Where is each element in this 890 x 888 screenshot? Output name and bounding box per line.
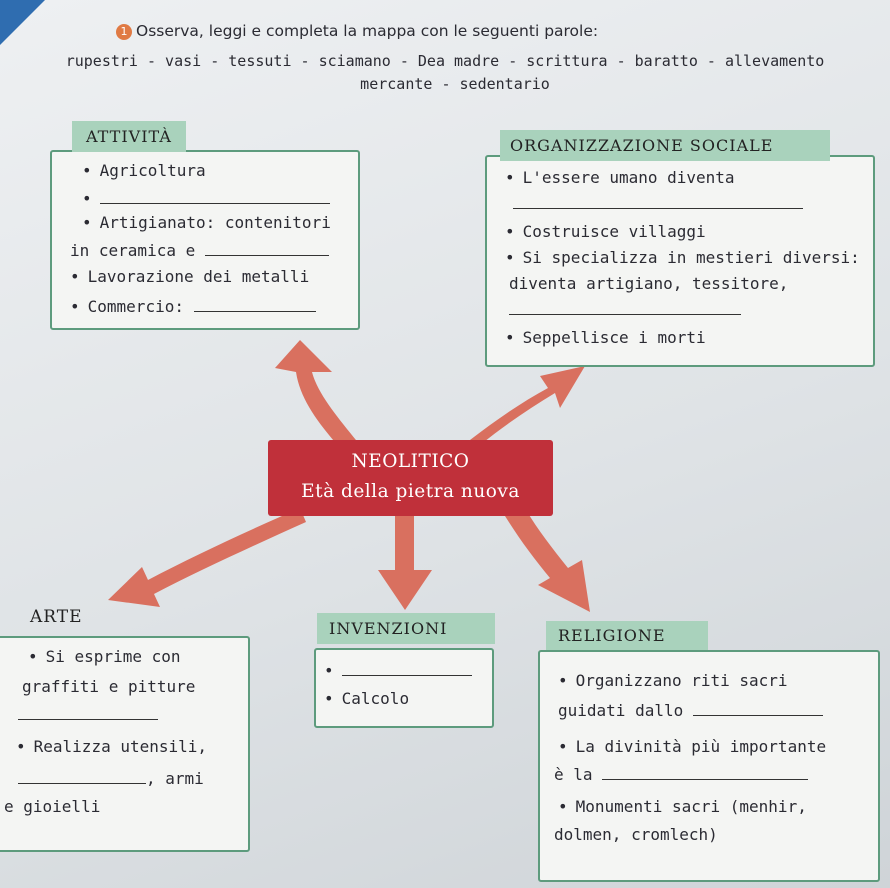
organizzazione-line-7: • Seppellisce i morti [505,325,706,351]
organizzazione-line-2 [513,191,803,217]
organizzazione-line-1: • L'essere umano diventa [505,165,735,191]
organizzazione-line-5: diventa artigiano, tessitore, [509,274,789,293]
blank-field[interactable] [602,779,808,780]
arte-title: ARTE [30,607,83,627]
attivita-box [50,150,360,330]
arte-line-6: e gioielli [4,797,101,816]
center-subtitle: Età della pietra nuova [301,480,520,502]
religione-line-5: • Monumenti sacri (menhir, [558,794,807,820]
attivita-title: ATTIVITÀ [72,121,186,152]
arrow-to-attivita [275,340,360,448]
religione-line-4: è la [554,762,808,788]
arrow-to-religione [505,510,590,612]
invenzioni-box [314,648,494,728]
invenzioni-line-1 [324,658,472,684]
arte-line-3 [18,702,158,728]
exercise-number-badge: 1 [116,24,132,40]
arte-line-1: • Si esprime con [28,644,181,670]
blank-field[interactable] [100,203,330,204]
religione-title: RELIGIONE [546,621,708,650]
religione-line-2: guidati dallo [558,698,823,724]
blank-field[interactable] [18,783,146,784]
attivita-line-2 [82,186,330,212]
center-title: NEOLITICO [351,451,470,472]
instruction-text: Osserva, leggi e completa la mappa con le seguenti parole: [136,22,599,40]
neolitico-center-box [268,440,553,516]
blank-field[interactable] [693,715,823,716]
invenzioni-line-2: • Calcolo [324,686,409,712]
arrow-to-invenzioni [378,516,432,610]
organizzazione-line-6 [509,297,741,323]
religione-line-3: • La divinità più importante [558,734,826,760]
arte-box [0,636,250,852]
blank-field[interactable] [513,208,803,209]
invenzioni-title: INVENZIONI [317,613,495,644]
arrow-to-organizzazione [470,366,585,445]
blank-field[interactable] [18,719,158,720]
religione-box [538,650,880,882]
attivita-line-1: • Agricoltura [82,158,206,184]
attivita-line-3: • Artigianato: contenitori [82,210,331,236]
arrow-to-arte [108,508,306,607]
organizzazione-title: ORGANIZZAZIONE SOCIALE [500,130,830,161]
organizzazione-line-3: • Costruisce villaggi [505,219,706,245]
arte-line-2: graffiti e pitture [22,677,196,696]
organizzazione-box [485,155,875,367]
religione-line-6: dolmen, cromlech) [554,825,718,844]
blank-field[interactable] [342,675,472,676]
arte-line-4: • Realizza utensili, [16,734,207,760]
word-bank-line-2: mercante - sedentario [360,75,550,93]
organizzazione-line-4: • Si specializza in mestieri diversi: [505,245,860,271]
blank-field[interactable] [194,311,316,312]
word-bank-line-1: rupestri - vasi - tessuti - sciamano - Dea madre - scrittura - baratto - allevamento [65,52,825,70]
religione-line-1: • Organizzano riti sacri [558,668,788,694]
attivita-line-5: • Lavorazione dei metalli [70,264,309,290]
arte-line-5: , armi [18,766,204,792]
blank-field[interactable] [205,255,329,256]
attivita-line-4: in ceramica e [70,238,329,264]
attivita-line-6: • Commercio: [70,294,316,320]
blank-field[interactable] [509,314,741,315]
